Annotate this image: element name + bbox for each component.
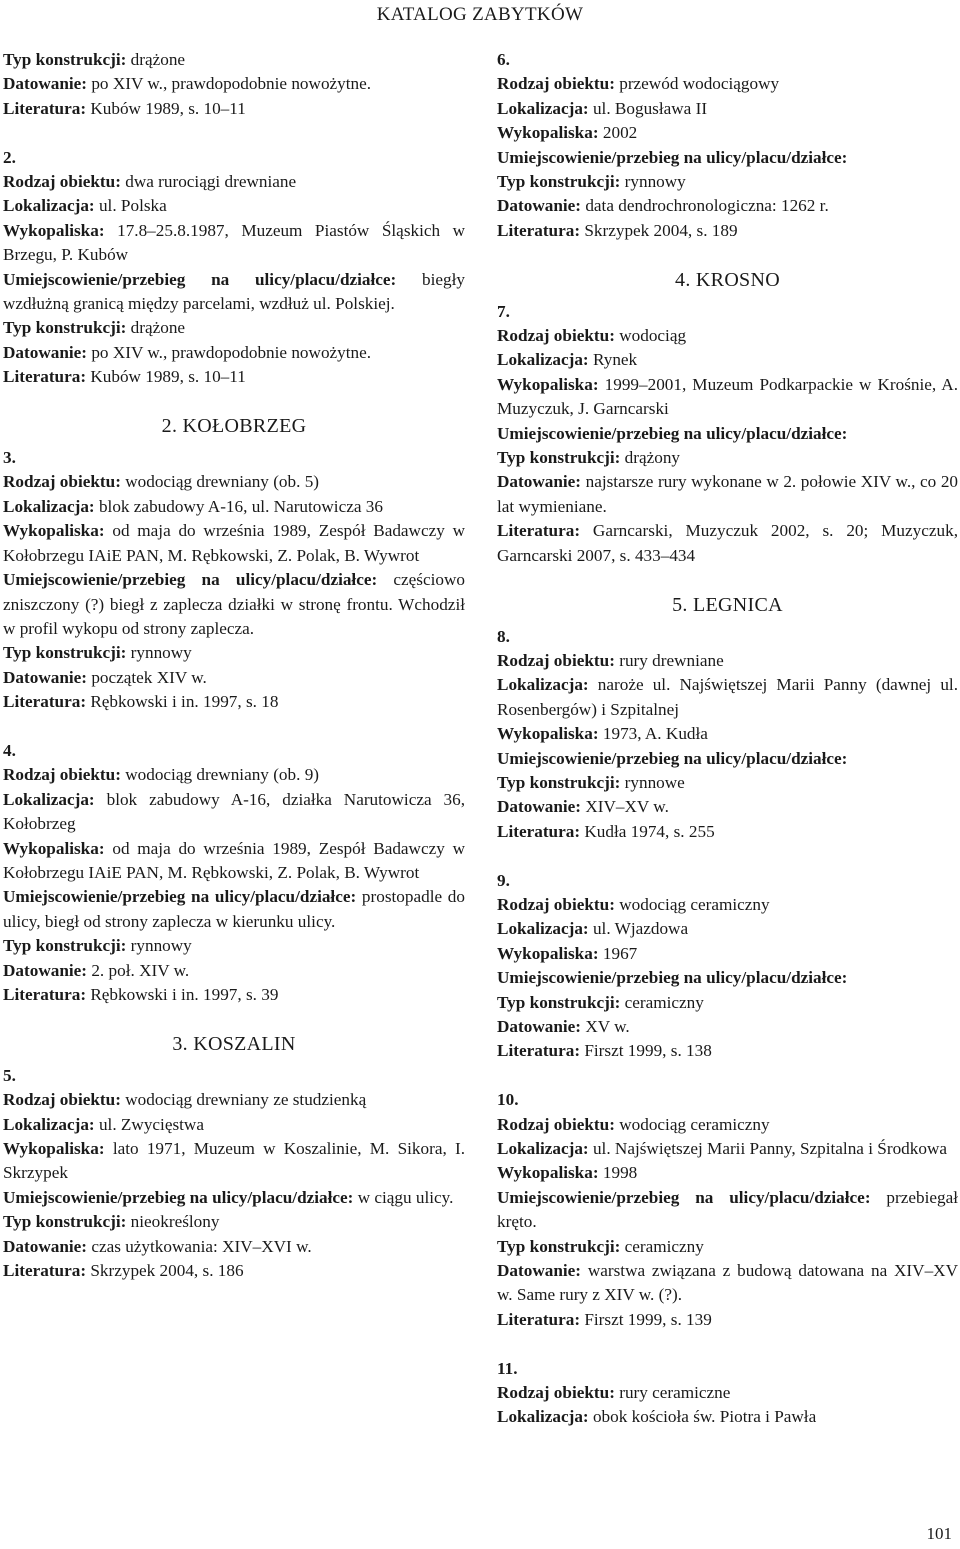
field-lit: Literatura: Firszt 1999, s. 138 — [497, 1041, 712, 1061]
field-lit: Literatura: Rębkowski i in. 1997, s. 39 — [3, 984, 279, 1004]
field-lok: Lokalizacja: ul. Bogusława II — [497, 98, 708, 118]
field-dat: Datowanie: początek XIV w. — [3, 667, 207, 687]
field-lok: Lokalizacja: Rynek — [497, 350, 638, 370]
field-typ: Typ konstrukcji: rynnowy — [3, 643, 192, 663]
entry-11 — [497, 1357, 958, 1430]
entry-number: 4. — [3, 740, 16, 760]
field-rodzaj: Rodzaj obiektu: dwa rurociągi drewniane — [3, 172, 297, 192]
field-wyk: Wykopaliska: 1999–2001, Muzeum Podkarpackie w Krośnie, A. Muzyczuk, J. Garncarski — [497, 374, 958, 419]
field-lok: Lokalizacja: blok zabudowy A-16, ul. Narutowicza 36 — [3, 496, 383, 516]
entry-2 — [3, 146, 465, 390]
field-lok: Lokalizacja: ul. Najświętszej Marii Panny, Szpitalna i Środkowa — [497, 1139, 947, 1158]
page-header: KATALOG ZABYTKÓW — [376, 4, 584, 25]
field-dat: Datowanie: XIV–XV w. — [497, 797, 669, 817]
entry-8 — [497, 625, 958, 845]
field-lit: Literatura: Skrzypek 2004, s. 186 — [3, 1261, 244, 1281]
field-typ: Typ konstrukcji: rynnowe — [497, 772, 685, 792]
field-lit: Literatura: Rębkowski i in. 1997, s. 18 — [3, 692, 279, 712]
field-rodzaj: Rodzaj obiektu: rury drewniane — [497, 650, 724, 670]
field-umiej: Umiejscowienie/przebieg na ulicy/placu/działce: — [497, 147, 848, 167]
entry-number: 3. — [3, 448, 16, 468]
field-umiej: Umiejscowienie/przebieg na ulicy/placu/działce: częściowo zniszczony (?) biegł z zaplecza działki w stronę frontu. Wchodził w profil wykopu od strony zaplecza. — [3, 570, 465, 638]
field-rodzaj: Rodzaj obiektu: przewód wodociągowy — [497, 74, 780, 94]
field-wyk: Wykopaliska: 1967 — [497, 943, 638, 963]
field-lok: Lokalizacja: ul. Zwycięstwa — [3, 1114, 204, 1134]
entry-number: 10. — [497, 1090, 519, 1110]
field-rodzaj: Rodzaj obiektu: wodociąg drewniany (ob. 5) — [3, 472, 320, 492]
field-dat: Datowanie: data dendrochronologiczna: 1262 r. — [497, 196, 829, 216]
field-wyk: Wykopaliska: 1973, A. Kudła — [497, 724, 708, 744]
field-umiej: Umiejscowienie/przebieg na ulicy/placu/działce: — [497, 968, 848, 988]
field-wyk: Wykopaliska: 1998 — [497, 1163, 638, 1183]
entry-9 — [497, 869, 958, 1064]
field-umiej: Umiejscowienie/przebieg na ulicy/placu/działce: prostopadle do ulicy, biegł od strony zaplecza w kierunku ulicy. — [3, 887, 465, 931]
field-typ: Typ konstrukcji: nieokreślony — [3, 1212, 220, 1232]
field-wyk: Wykopaliska: 2002 — [497, 123, 638, 143]
field-typ: Typ konstrukcji: rynnowy — [497, 172, 686, 192]
field-rodzaj: Rodzaj obiektu: wodociąg ceramiczny — [497, 1114, 770, 1134]
entry-4 — [3, 739, 465, 1007]
field-umiej: Umiejscowienie/przebieg na ulicy/placu/działce: biegły wzdłużną granicą między parcelami, wzdłuż ul. Polskiej. — [3, 269, 465, 314]
section-heading-legnica: 5. LEGNICA — [672, 593, 783, 616]
field-umiej: Umiejscowienie/przebieg na ulicy/placu/działce: w ciągu ulicy. — [3, 1187, 454, 1207]
field-lit: Literatura: Kubów 1989, s. 10–11 — [3, 367, 246, 387]
entry-number: 2. — [3, 147, 16, 167]
right-column — [497, 48, 958, 1430]
left-column — [3, 48, 465, 1283]
field-wyk: Wykopaliska: lato 1971, Muzeum w Koszalinie, M. Sikora, I. Skrzypek — [3, 1139, 466, 1183]
field-lit: Literatura: Garncarski, Muzyczuk 2002, s. 20; Muzyczuk, Garncarski 2007, s. 433–434 — [497, 521, 958, 565]
field-lok: Lokalizacja: blok zabudowy A-16, działka Narutowicza 36, Kołobrzeg — [3, 789, 466, 834]
field-lok: Lokalizacja: naroże ul. Najświętszej Marii Panny (dawnej ul. Rosenbergów) i Szpitalnej — [497, 675, 958, 719]
field-lok: Lokalizacja: ul. Polska — [3, 196, 167, 216]
field-lok: Lokalizacja: ul. Wjazdowa — [497, 919, 689, 939]
entry-7 — [497, 300, 958, 568]
entry-number: 6. — [497, 50, 510, 69]
field-lit: Literatura: Kudła 1974, s. 255 — [497, 821, 715, 841]
field-typ: Typ konstrukcji: drążone — [3, 50, 186, 69]
field-rodzaj: Rodzaj obiektu: wodociąg drewniany ze studzienką — [3, 1090, 367, 1110]
section-heading-koszalin: 3. KOSZALIN — [172, 1032, 296, 1055]
page-number: 101 — [926, 1524, 952, 1543]
field-rodzaj: Rodzaj obiektu: wodociąg — [497, 326, 687, 346]
field-wyk: Wykopaliska: od maja do września 1989, Zespół Badawczy w Kołobrzegu IAiE PAN, M. Rębkowski, Z. Polak, B. Wywrot — [3, 521, 465, 565]
field-dat: Datowanie: czas użytkowania: XIV–XVI w. — [3, 1236, 312, 1256]
field-wyk: Wykopaliska: 17.8–25.8.1987, Muzeum Piastów Śląskich w Brzegu, P. Kubów — [3, 220, 466, 265]
field-wyk: Wykopaliska: od maja do września 1989, Zespół Badawczy w Kołobrzegu IAiE PAN, M. Rębkowski, Z. Polak, B. Wywrot — [3, 838, 465, 882]
field-lit: Literatura: Skrzypek 2004, s. 189 — [497, 220, 738, 240]
field-typ: Typ konstrukcji: ceramiczny — [497, 1236, 704, 1256]
field-dat: Datowanie: XV w. — [497, 1016, 630, 1036]
field-lit: Literatura: Kubów 1989, s. 10–11 — [3, 98, 246, 118]
field-rodzaj: Rodzaj obiektu: wodociąg drewniany (ob. 9) — [3, 765, 320, 785]
field-rodzaj: Rodzaj obiektu: rury ceramiczne — [497, 1383, 731, 1403]
field-lok: Lokalizacja: obok kościoła św. Piotra i Pawła — [497, 1407, 817, 1427]
entry-number: 9. — [497, 870, 510, 890]
field-typ: Typ konstrukcji: drążony — [497, 448, 681, 468]
field-dat: Datowanie: warstwa związana z budową datowana na XIV–XV w. Same rury z XIV w. (?). — [497, 1261, 958, 1305]
entry-3 — [3, 446, 465, 714]
field-dat: Datowanie: po XIV w., prawdopodobnie nowożytne. — [3, 74, 372, 94]
field-dat: Datowanie: po XIV w., prawdopodobnie nowożytne. — [3, 342, 372, 362]
section-heading-kolobrzeg: 2. KOŁOBRZEG — [161, 415, 307, 438]
field-dat: Datowanie: 2. poł. XIV w. — [3, 960, 190, 980]
field-typ: Typ konstrukcji: ceramiczny — [497, 992, 704, 1012]
entry-6 — [497, 48, 958, 243]
entry-number: 5. — [3, 1065, 16, 1085]
field-umiej: Umiejscowienie/przebieg na ulicy/placu/działce: przebiegał kręto. — [497, 1187, 958, 1232]
entry-number: 11. — [497, 1358, 518, 1378]
field-typ: Typ konstrukcji: rynnowy — [3, 936, 192, 956]
entry-10 — [497, 1088, 958, 1332]
entry-number: 7. — [497, 301, 510, 321]
field-lit: Literatura: Firszt 1999, s. 139 — [497, 1309, 712, 1329]
field-typ: Typ konstrukcji: drążone — [3, 318, 186, 338]
entry-5 — [3, 1064, 465, 1284]
field-dat: Datowanie: najstarsze rury wykonane w 2. połowie XIV w., co 20 lat wymieniane. — [497, 472, 959, 516]
field-umiej: Umiejscowienie/przebieg na ulicy/placu/działce: — [497, 423, 848, 443]
field-rodzaj: Rodzaj obiektu: wodociąg ceramiczny — [497, 894, 770, 914]
entry-number: 8. — [497, 626, 510, 646]
section-heading-krosno: 4. KROSNO — [675, 268, 780, 291]
field-umiej: Umiejscowienie/przebieg na ulicy/placu/działce: — [497, 748, 848, 768]
entry-1-continued — [3, 48, 465, 121]
